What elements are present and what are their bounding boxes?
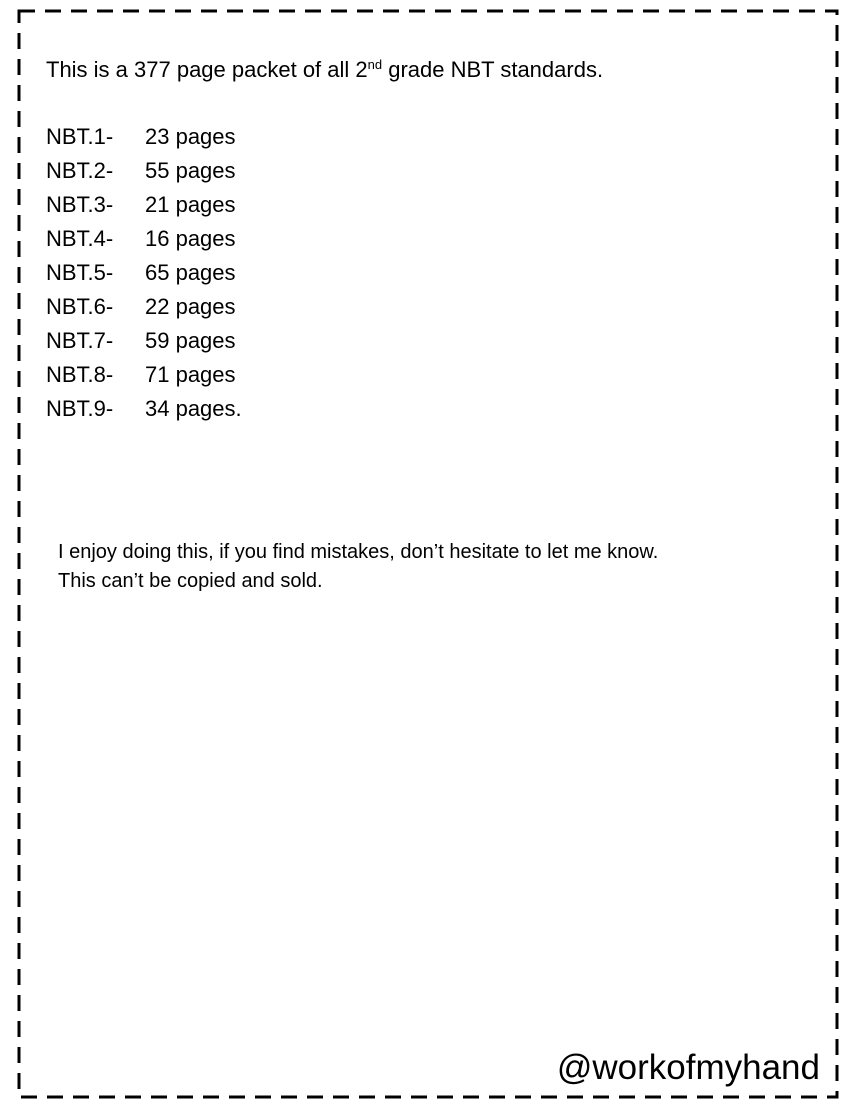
standard-pages: 55 pages (145, 158, 236, 183)
standard-item (46, 293, 242, 327)
standard-code: NBT.4- (46, 226, 114, 251)
standard-item (46, 225, 242, 259)
standard-pages: 23 pages (145, 124, 236, 149)
standard-pages: 22 pages (145, 294, 236, 319)
standard-item (46, 123, 242, 157)
standard-code: NBT.7- (46, 328, 114, 353)
standard-item (46, 395, 242, 429)
intro-text (46, 56, 603, 84)
standard-pages: 65 pages (145, 260, 236, 285)
standard-code: NBT.8- (46, 362, 114, 387)
standard-code: NBT.1- (46, 124, 114, 149)
standard-pages: 71 pages (145, 362, 236, 387)
standard-code: NBT.3- (46, 192, 114, 217)
standard-code: NBT.5- (46, 260, 114, 285)
standards-list (46, 123, 242, 429)
standard-item (46, 157, 242, 191)
ordinal-suffix: nd (367, 57, 383, 72)
standard-pages: 59 pages (145, 328, 236, 353)
author-note (58, 538, 658, 596)
intro-text-start: This is a 377 page packet of all 2 (46, 57, 368, 82)
standard-code: NBT.2- (46, 158, 114, 183)
standard-item (46, 327, 242, 361)
standard-pages: 34 pages. (145, 396, 242, 421)
standard-code: NBT.9- (46, 396, 114, 421)
standard-item (46, 361, 242, 395)
standard-pages: 21 pages (145, 192, 236, 217)
author-handle: @workofmyhand (556, 1048, 820, 1087)
standard-pages: 16 pages (145, 226, 236, 251)
intro-text-end: grade NBT standards. (382, 57, 604, 82)
standard-item (46, 191, 242, 225)
copyright-note-line: This can’t be copied and sold. (58, 570, 323, 592)
author-note-line: I enjoy doing this, if you find mistakes, don’t hesitate to let me know. (58, 541, 659, 563)
standard-code: NBT.6- (46, 294, 114, 319)
standard-item (46, 259, 242, 293)
